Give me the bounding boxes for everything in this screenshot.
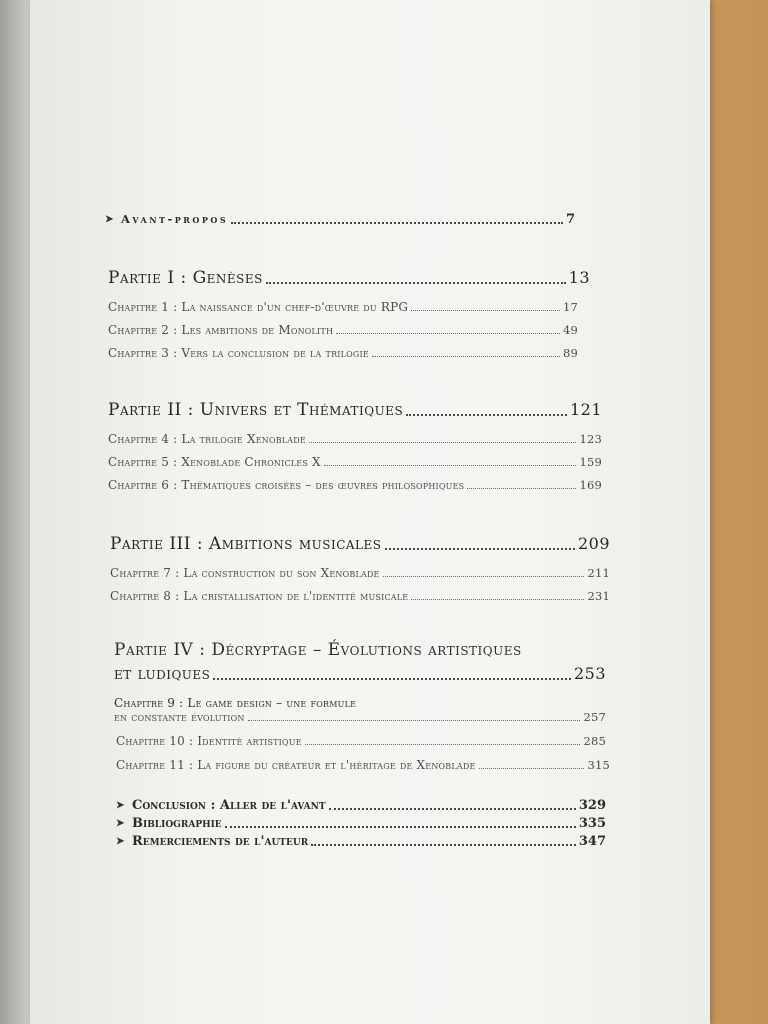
toc-chapter-6[interactable]: [108, 478, 602, 492]
part-page: 13: [568, 268, 590, 287]
leader-dots: [372, 356, 560, 357]
chapter-label-continued: en constante évolution: [114, 710, 245, 724]
chapter-label: Chapitre 5 : Xenoblade Chronicles X: [108, 455, 321, 469]
part-title-continued: et ludiques: [114, 664, 211, 684]
toc-entry-conclusion[interactable]: [116, 798, 606, 813]
chapter-label: Chapitre 11 : La figure du créateur et l'héritage de Xenoblade: [116, 758, 476, 772]
bullet-arrow-icon: ➤: [116, 818, 125, 829]
leader-dots: [385, 548, 575, 550]
leader-dots: [329, 808, 576, 810]
chapter-label: Chapitre 6 : Thématiques croisées – des œuvres philosophiques: [108, 478, 465, 492]
leader-dots: [231, 222, 563, 224]
leader-dots: [467, 488, 576, 489]
leader-dots: [336, 333, 560, 334]
book-page: [30, 0, 710, 1024]
leader-dots: [324, 465, 577, 466]
part-title: Partie IV : Décryptage – Évolutions artistiques: [114, 640, 522, 660]
chapter-label: Chapitre 1 : La naissance d'un chef-d'œuvre du RPG: [108, 300, 409, 314]
toc-entry-label: Avant-propos: [121, 212, 229, 226]
chapter-label: Chapitre 3 : Vers la conclusion de la trilogie: [108, 346, 369, 360]
toc-chapter-4[interactable]: [108, 432, 602, 446]
leader-dots: [411, 310, 560, 311]
chapter-label: Chapitre 2 : Les ambitions de Monolith: [108, 323, 334, 337]
toc-part-4[interactable]: [114, 664, 606, 684]
chapter-page: 315: [587, 758, 610, 772]
toc-entry-page: 347: [578, 834, 606, 849]
toc-chapter-9[interactable]: [114, 710, 606, 724]
toc-entry-page: 329: [578, 798, 606, 813]
toc-chapter-5[interactable]: [108, 455, 602, 469]
toc-chapter-1[interactable]: [108, 300, 578, 314]
toc-part-3[interactable]: [110, 534, 610, 554]
leader-dots: [248, 720, 581, 721]
toc-chapter-7[interactable]: [110, 566, 610, 580]
chapter-page: 159: [579, 455, 602, 469]
toc-entry-page: 335: [578, 816, 606, 831]
chapter-label: Chapitre 7 : La construction du son Xenoblade: [110, 566, 380, 580]
toc-entry-avant-propos[interactable]: [105, 212, 575, 227]
chapter-label: Chapitre 10 : Identité artistique: [116, 734, 302, 748]
part-4-title-line1[interactable]: [114, 640, 522, 660]
leader-dots: [266, 282, 566, 284]
toc-entry-label: Conclusion : Aller de l'avant: [132, 798, 326, 813]
part-page: 121: [569, 400, 602, 419]
chapter-page: 169: [579, 478, 602, 492]
toc-chapter-2[interactable]: [108, 323, 578, 337]
part-page: 253: [573, 664, 606, 683]
chapter-page: 231: [587, 589, 610, 603]
toc-chapter-11[interactable]: [116, 758, 610, 772]
toc-chapter-3[interactable]: [108, 346, 578, 360]
part-title: Partie III : Ambitions musicales: [110, 534, 382, 554]
chapter-page: 123: [579, 432, 602, 446]
chapter-label: Chapitre 4 : La trilogie Xenoblade: [108, 432, 306, 446]
toc-entry-bibliographie[interactable]: [116, 816, 606, 831]
chapter-page: 89: [562, 346, 578, 360]
leader-dots: [213, 678, 571, 680]
part-title: Partie II : Univers et Thématiques: [108, 400, 404, 420]
leader-dots: [305, 744, 581, 745]
toc-entry-label: Bibliographie: [132, 816, 222, 831]
leader-dots: [479, 768, 585, 769]
leader-dots: [383, 576, 585, 577]
chapter-label: Chapitre 8 : La cristallisation de l'identité musicale: [110, 589, 409, 603]
toc-entry-page: 7: [565, 212, 575, 227]
bullet-arrow-icon: ➤: [116, 836, 125, 847]
toc-entry-remerciements[interactable]: [116, 834, 606, 849]
toc-part-1[interactable]: [108, 268, 590, 288]
leader-dots: [411, 599, 584, 600]
chapter-label: Chapitre 9 : Le game design – une formule: [114, 696, 357, 710]
chapter-page: 211: [587, 566, 610, 580]
toc-part-2[interactable]: [108, 400, 602, 420]
leader-dots: [225, 826, 576, 828]
chapter-page: 17: [562, 300, 578, 314]
toc-chapter-8[interactable]: [110, 589, 610, 603]
toc-chapter-10[interactable]: [116, 734, 606, 748]
chapter-9-line1[interactable]: [114, 696, 356, 710]
part-page: 209: [577, 534, 610, 553]
leader-dots: [406, 414, 567, 416]
part-title: Partie I : Genèses: [108, 268, 263, 288]
chapter-page: 49: [562, 323, 578, 337]
leader-dots: [309, 442, 577, 443]
leader-dots: [311, 844, 576, 846]
toc-entry-label: Remerciements de l'auteur: [132, 834, 309, 849]
bullet-arrow-icon: ➤: [116, 800, 125, 811]
chapter-page: 285: [583, 734, 606, 748]
bullet-arrow-icon: ➤: [105, 214, 114, 225]
chapter-page: 257: [583, 710, 606, 724]
